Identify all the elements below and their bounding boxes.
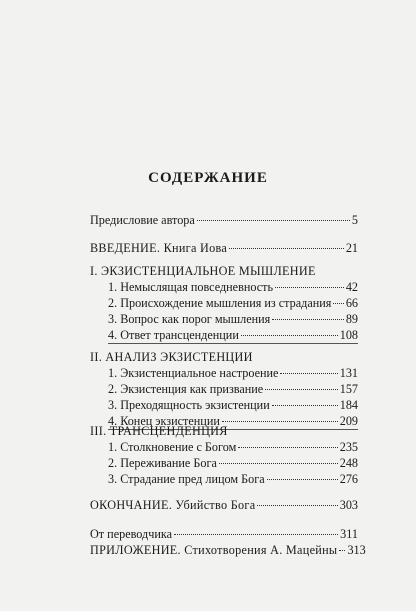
dot-leader: [222, 421, 338, 422]
toc-section-heading-3: [90, 423, 358, 439]
dot-leader: [197, 220, 350, 221]
toc-entry-label: 4. Конец экзистенции: [108, 414, 220, 428]
toc-entry-page: 209: [339, 414, 358, 428]
dot-leader: [339, 550, 345, 551]
toc-entry: [108, 381, 358, 397]
toc-entry-label: 1. Экзистенциальное настроение: [108, 366, 279, 380]
toc-entry: [108, 439, 358, 455]
section-rule: [108, 343, 358, 344]
toc-entry-page: 276: [339, 472, 358, 486]
toc-entry-page: 108: [339, 328, 358, 342]
toc-entry-page: 303: [339, 498, 358, 512]
toc-entry-label: 3. Вопрос как порог мышления: [108, 312, 271, 326]
toc-entry-label: ОКОНЧАНИЕ. Убийство Бога: [90, 498, 256, 512]
dot-leader: [267, 479, 338, 480]
dot-leader: [219, 463, 338, 464]
toc-entry: [108, 279, 358, 295]
dot-leader: [174, 534, 338, 535]
toc-entry-label: ПРИЛОЖЕНИЕ. Стихотворения А. Мацейны: [90, 543, 338, 557]
dot-leader: [257, 505, 337, 506]
toc-entry-page: 248: [339, 456, 358, 470]
toc-entry-page: 5: [351, 213, 358, 227]
toc-entry-page: 21: [345, 241, 358, 255]
toc-entry-page: 184: [339, 398, 358, 412]
toc-entry-label: 3. Преходящность экзистенции: [108, 398, 270, 412]
toc-entry-preface: [90, 212, 358, 228]
dot-leader: [272, 405, 338, 406]
dot-leader: [275, 287, 344, 288]
toc-section-heading-2: [90, 349, 358, 365]
toc-entry: [108, 455, 358, 471]
dot-leader: [241, 335, 338, 336]
toc-entry-page: 89: [345, 312, 358, 326]
toc-section-label: II. АНАЛИЗ ЭКЗИСТЕНЦИИ: [90, 350, 253, 364]
toc-entry: [108, 365, 358, 381]
toc-entry: [108, 311, 358, 327]
toc-entry-page: 313: [347, 543, 366, 557]
dot-leader: [272, 319, 344, 320]
toc-entry-page: 131: [339, 366, 358, 380]
dot-leader: [229, 248, 344, 249]
toc-entry-label: 1. Столкновение с Богом: [108, 440, 237, 454]
toc-entry-page: 157: [339, 382, 358, 396]
toc-section-label: III. ТРАНСЦЕНДЕНЦИЯ: [90, 424, 228, 438]
toc-entry-label: 1. Немыслящая повседневность: [108, 280, 274, 294]
toc-entry-translator: [90, 526, 358, 542]
toc-entry-label: 2. Переживание Бога: [108, 456, 217, 470]
toc-entry-page: 235: [339, 440, 358, 454]
toc-entry-page: 66: [345, 296, 358, 310]
toc-entry-label: 2. Экзистенция как призвание: [108, 382, 264, 396]
toc-entry-label: Предисловие автора: [90, 213, 195, 227]
toc-entry: [108, 397, 358, 413]
toc-entry: [108, 471, 358, 487]
toc-entry-page: 42: [345, 280, 358, 294]
toc-entry-appendix: [90, 542, 366, 558]
dot-leader: [238, 447, 337, 448]
dot-leader: [265, 389, 338, 390]
dot-leader: [280, 373, 337, 374]
toc-entry-page: 311: [340, 527, 358, 541]
toc-entry-label: 2. Происхождение мышления из страдания: [108, 296, 332, 310]
toc-entry-label: От переводчика: [90, 527, 173, 541]
toc-entry-label: ВВЕДЕНИЕ. Книга Иова: [90, 241, 228, 255]
toc-entry-conclusion: [90, 497, 358, 513]
dot-leader: [333, 303, 343, 304]
toc-entry: [108, 327, 358, 343]
toc-entry: [108, 295, 358, 311]
toc-section-label: I. ЭКЗИСТЕНЦИАЛЬНОЕ МЫШЛЕНИЕ: [90, 264, 316, 278]
toc-entry-introduction: [90, 240, 358, 256]
toc-entry-label: 3. Страдание пред лицом Бога: [108, 472, 265, 486]
toc-section-heading-1: [90, 263, 358, 279]
page-title: СОДЕРЖАНИЕ: [148, 170, 268, 186]
toc-entry-label: 4. Ответ трансценденции: [108, 328, 239, 342]
